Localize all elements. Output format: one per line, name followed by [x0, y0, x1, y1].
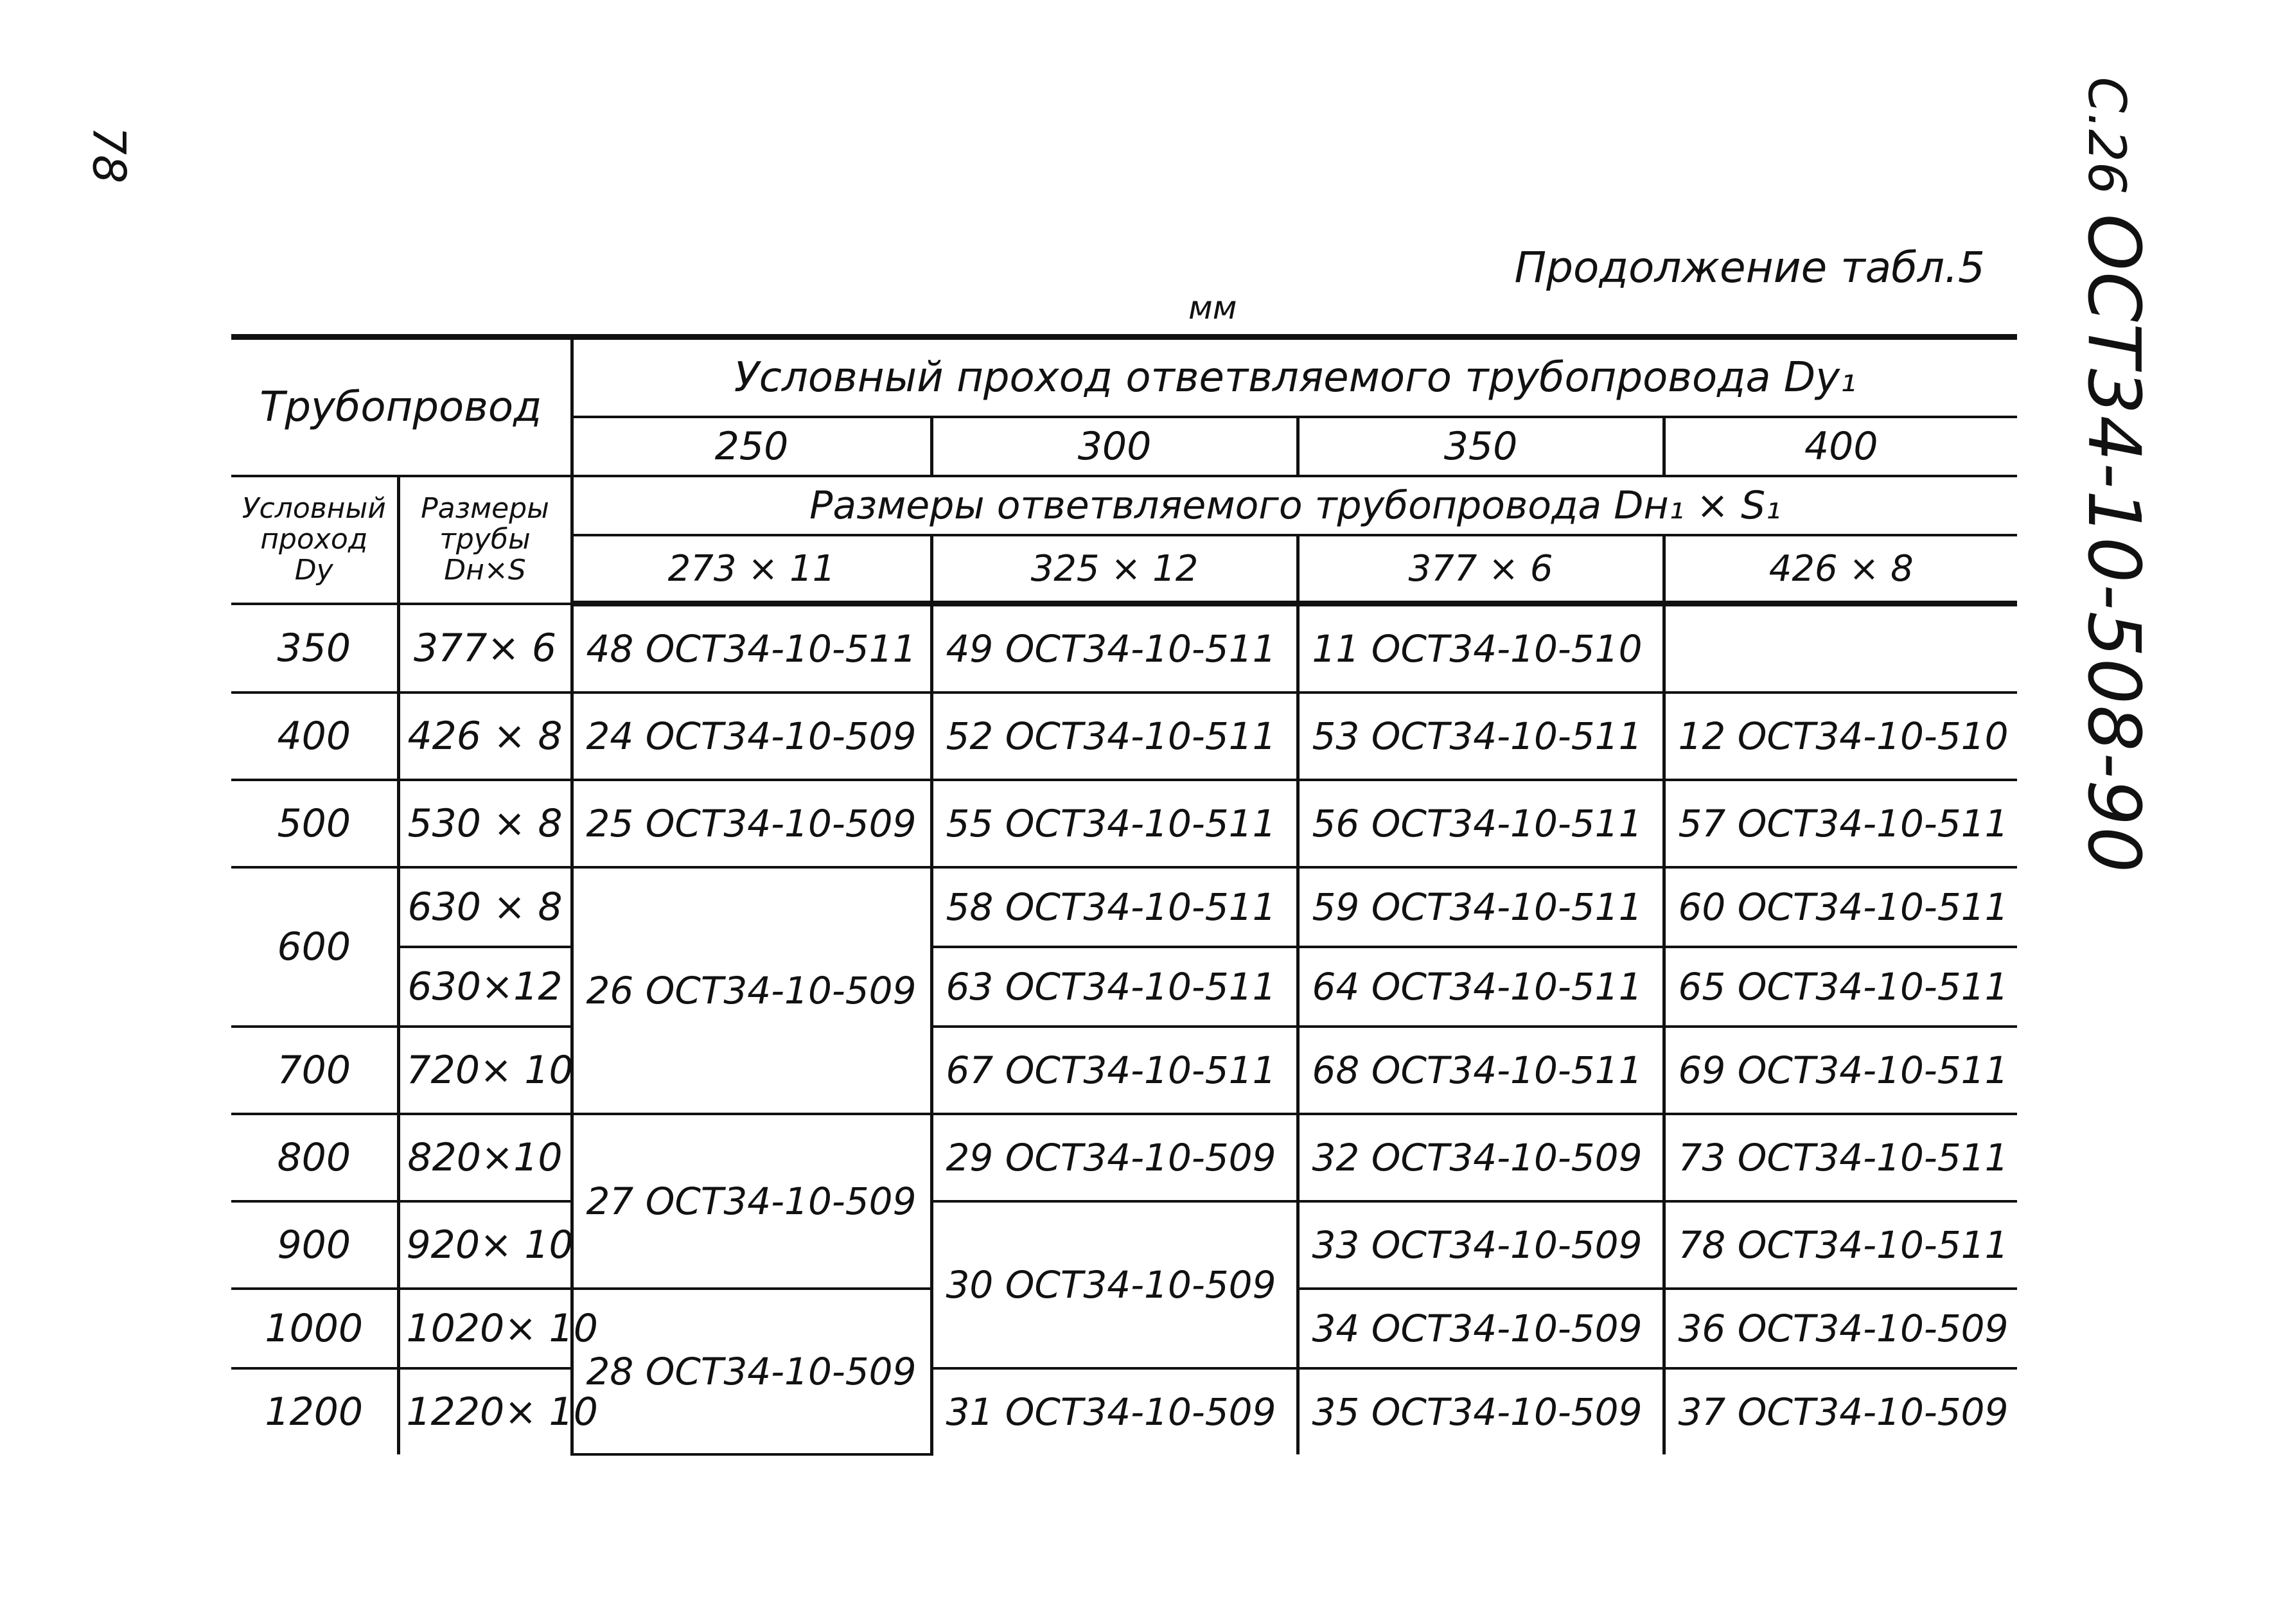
header-size-325: 325 × 12 — [931, 535, 1298, 604]
cell-400: 37 ОСТ34-10-509 — [1678, 1390, 2009, 1434]
cell-300: 63 ОСТ34-10-511 — [931, 947, 1298, 1027]
cell-dy: 700 — [231, 1027, 398, 1114]
cell-size: 820×10 — [398, 1114, 572, 1201]
header-nominal-bore: Условный проход Dу — [231, 476, 398, 604]
table-row — [231, 947, 2017, 1027]
cell-size: 1220× 10 — [398, 1368, 572, 1454]
cell-size: 630×12 — [398, 947, 572, 1027]
cell-250: 26 ОСТ34-10-509 — [572, 867, 931, 1114]
cell-300: 58 ОСТ34-10-511 — [931, 867, 1298, 947]
cell-250: 24 ОСТ34-10-509 — [572, 693, 931, 780]
header-dy-250: 250 — [572, 417, 931, 476]
table-row — [231, 1027, 2017, 1114]
cell-350: 53 ОСТ34-10-511 — [1298, 693, 1664, 780]
cell-size: 530 × 8 — [398, 780, 572, 867]
cell-dy: 600 — [231, 867, 398, 1027]
table-row — [231, 1368, 2017, 1454]
cell-400: 65 ОСТ34-10-511 — [1664, 947, 2017, 1027]
table-row — [231, 867, 2017, 947]
cell-250: 27 ОСТ34-10-509 — [572, 1114, 931, 1289]
cell-350: 32 ОСТ34-10-509 — [1298, 1114, 1664, 1201]
cell-size: 1020× 10 — [398, 1289, 572, 1368]
cell-size: 920× 10 — [398, 1201, 572, 1289]
cell-300: 55 ОСТ34-10-511 — [931, 780, 1298, 867]
cell-300: 30 ОСТ34-10-509 — [931, 1201, 1298, 1368]
cell-350: 68 ОСТ34-10-511 — [1298, 1027, 1664, 1114]
header-branch-size: Размеры ответвляемого трубопровода Dн₁ × S₁ — [572, 476, 2017, 535]
cell-400: 69 ОСТ34-10-511 — [1664, 1027, 2017, 1114]
cell-size: 377× 6 — [398, 604, 572, 693]
cell-250: 48 ОСТ34-10-511 — [572, 604, 931, 693]
cell-400: 78 ОСТ34-10-511 — [1664, 1201, 2017, 1289]
table-row — [231, 1114, 2017, 1201]
cell-400: 36 ОСТ34-10-509 — [1664, 1289, 2017, 1368]
header-dy-400: 400 — [1664, 417, 2017, 476]
document-code-page: С.26 — [2077, 76, 2137, 195]
cell-300: 67 ОСТ34-10-511 — [931, 1027, 1298, 1114]
fittings-table — [231, 334, 2017, 1456]
cell-400: 60 ОСТ34-10-511 — [1664, 867, 2017, 947]
cell-400: 12 ОСТ34-10-510 — [1664, 693, 2017, 780]
cell-350: 33 ОСТ34-10-509 — [1298, 1201, 1664, 1289]
cell-size: 426 × 8 — [398, 693, 572, 780]
cell-dy: 500 — [231, 780, 398, 867]
page-number: 78 — [82, 126, 136, 184]
cell-400: 57 ОСТ34-10-511 — [1664, 780, 2017, 867]
cell-size: 720× 10 — [398, 1027, 572, 1114]
table-row — [231, 604, 2017, 693]
header-size-377: 377 × 6 — [1298, 535, 1664, 604]
cell-dy: 350 — [231, 604, 398, 693]
cell-350: 64 ОСТ34-10-511 — [1298, 947, 1664, 1027]
cell-350: 35 ОСТ34-10-509 — [1298, 1368, 1664, 1454]
cell-dy: 400 — [231, 693, 398, 780]
cell-dy: 800 — [231, 1114, 398, 1201]
cell-dy: 1200 — [231, 1368, 398, 1454]
header-dy-350: 350 — [1298, 417, 1664, 476]
header-size-426: 426 × 8 — [1664, 535, 2017, 604]
cell-350: 11 ОСТ34-10-510 — [1298, 604, 1664, 693]
cell-300: 49 ОСТ34-10-511 — [931, 604, 1298, 693]
document-code-standard: ОСТ34-10-508-90 — [2072, 213, 2155, 874]
table-row — [231, 693, 2017, 780]
table-row — [231, 1201, 2017, 1289]
cell-250: 28 ОСТ34-10-509 — [572, 1289, 931, 1454]
header-size-273: 273 × 11 — [572, 535, 931, 604]
cell-dy: 900 — [231, 1201, 398, 1289]
cell-size: 630 × 8 — [398, 867, 572, 947]
cell-350: 56 ОСТ34-10-511 — [1298, 780, 1664, 867]
cell-350: 34 ОСТ34-10-509 — [1298, 1289, 1664, 1368]
cell-300: 52 ОСТ34-10-511 — [931, 693, 1298, 780]
header-pipeline: Трубопровод — [231, 337, 572, 477]
header-branch-dy: Условный проход ответвляемого трубопровода Dу₁ — [572, 337, 2017, 418]
cell-350: 59 ОСТ34-10-511 — [1298, 867, 1664, 947]
header-dy-300: 300 — [931, 417, 1298, 476]
units-label: мм — [1188, 289, 1237, 326]
header-pipe-size: Размеры трубы Dн×S — [398, 476, 572, 604]
cell-dy: 1000 — [231, 1289, 398, 1368]
cell-250: 25 ОСТ34-10-509 — [572, 780, 931, 867]
cell-300: 29 ОСТ34-10-509 — [931, 1114, 1298, 1201]
cell-300: 31 ОСТ34-10-509 — [931, 1368, 1298, 1454]
cell-400: 73 ОСТ34-10-511 — [1664, 1114, 2017, 1201]
document-code — [2072, 76, 2155, 874]
table-row — [231, 780, 2017, 867]
cell-400 — [1664, 604, 2017, 693]
table-continuation-label: Продолжение табл.5 — [1514, 243, 1985, 292]
